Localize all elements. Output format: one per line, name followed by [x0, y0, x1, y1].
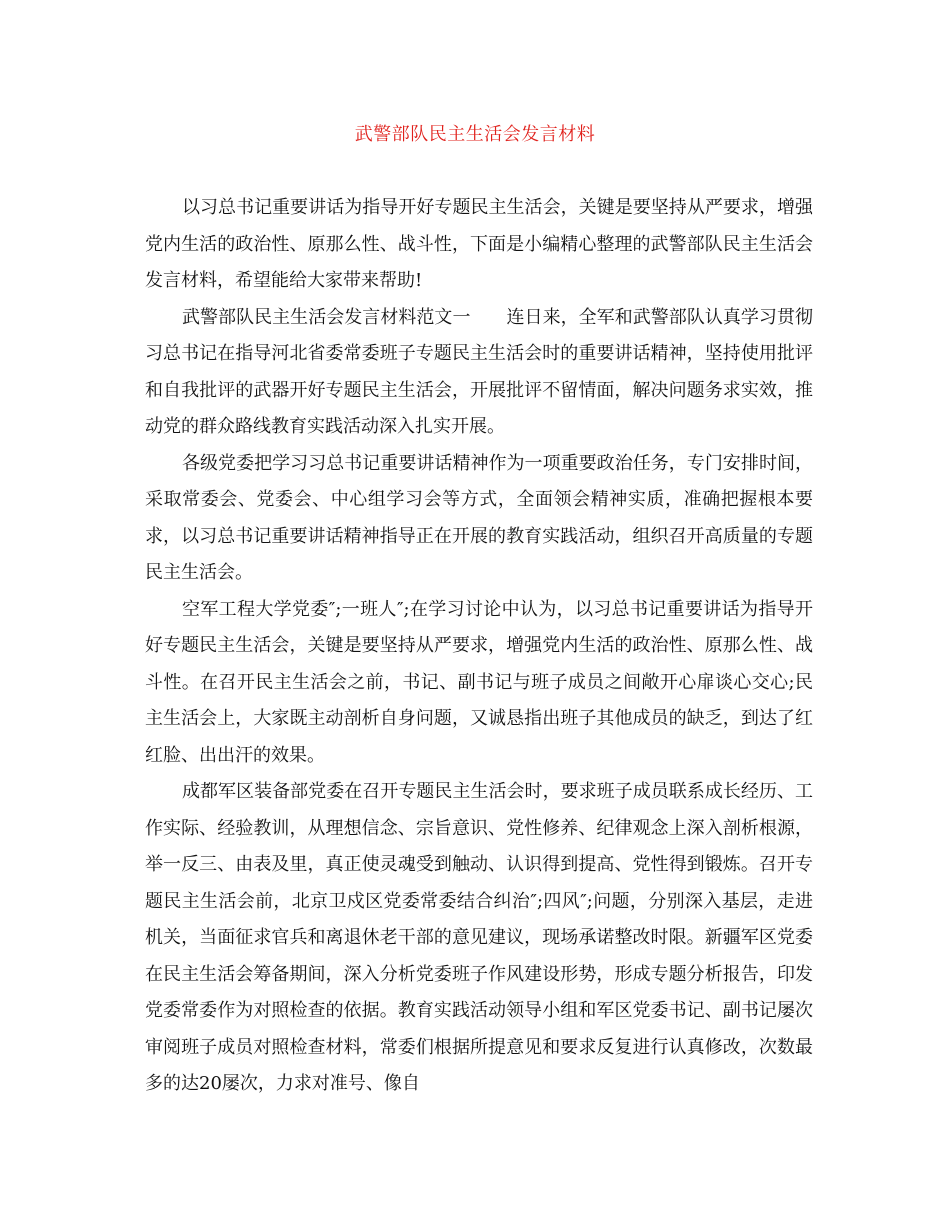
- paragraph-text: 连日来，全军和武警部队认真学习贯彻习总书记在指导河北省委常委班子专题民主生活会时的重要讲话精神，坚持使用批评和自我批评的武器开好专题民主生活会，开展批评不留情面，解决问题务求实效，推动党的群众路线教育实践活动深入扎实开展。: [145, 306, 813, 437]
- paragraph-air-force-university: [145, 592, 813, 775]
- paragraph-text: 各级党委把学习习总书记重要讲话精神作为一项重要政治任务，专门安排时间，采取常委会、党委会、中心组学习会等方式，全面领会精神实质，准确把握根本要求，以习总书记重要讲话精神指导正在开展的教育实践活动，组织召开高质量的专题民主生活会。: [145, 452, 813, 583]
- document-title: 武警部队民主生活会发言材料: [354, 124, 596, 145]
- paragraph-text: 以习总书记重要讲话为指导开好专题民主生活会，关键是要坚持从严要求，增强党内生活的政治性、原那么性、战斗性，下面是小编精心整理的武警部队民主生活会发言材料，希望能给大家带来帮助!: [145, 197, 813, 291]
- paragraph-text: 成都军区装备部党委在召开专题民主生活会时，要求班子成员联系成长经历、工作实际、经验教训，从理想信念、宗旨意识、党性修养、纪律观念上深入剖析根源，举一反三、由表及里，真正使灵魂受到触动、认识得到提高、党性得到锻炼。召开专题民主生活会前，北京卫戍区党委常委结合纠治″;四风″;问题，分别深入基层，走进机关，当面征求官兵和离退休老干部的意见建议，现场承诺整改时限。新疆军区党委在民主生活会筹备期间，深入分析党委班子作风建设形势，形成专题分析报告，印发党委常委作为对照检查的依据。教育实践活动领导小组和军区党委书记、副书记屡次审阅班子成员对照检查材料，常委们根据所提意见和要求反复进行认真修改，次数最多的达20屡次，力求对准号、像自: [145, 781, 813, 1094]
- section-heading: 武警部队民主生活会发言材料范文一: [182, 306, 471, 328]
- document-body: [145, 190, 813, 1103]
- paragraph-party-committees: [145, 446, 813, 592]
- paragraph-text: 空军工程大学党委″;一班人″;在学习讨论中认为，以习总书记重要讲话为指导开好专题民主生活会，关键是要坚持从严要求，增强党内生活的政治性、原那么性、战斗性。在召开民主生活会之前，书记、副书记与班子成员之间敞开心扉谈心交心;民主生活会上，大家既主动剖析自身问题，又诚恳指出班子其他成员的缺乏，到达了红红脸、出出汗的效果。: [145, 598, 813, 766]
- paragraph-sample-one: [145, 300, 813, 446]
- paragraph-chengdu-military-region: [145, 774, 813, 1103]
- paragraph-intro: [145, 190, 813, 300]
